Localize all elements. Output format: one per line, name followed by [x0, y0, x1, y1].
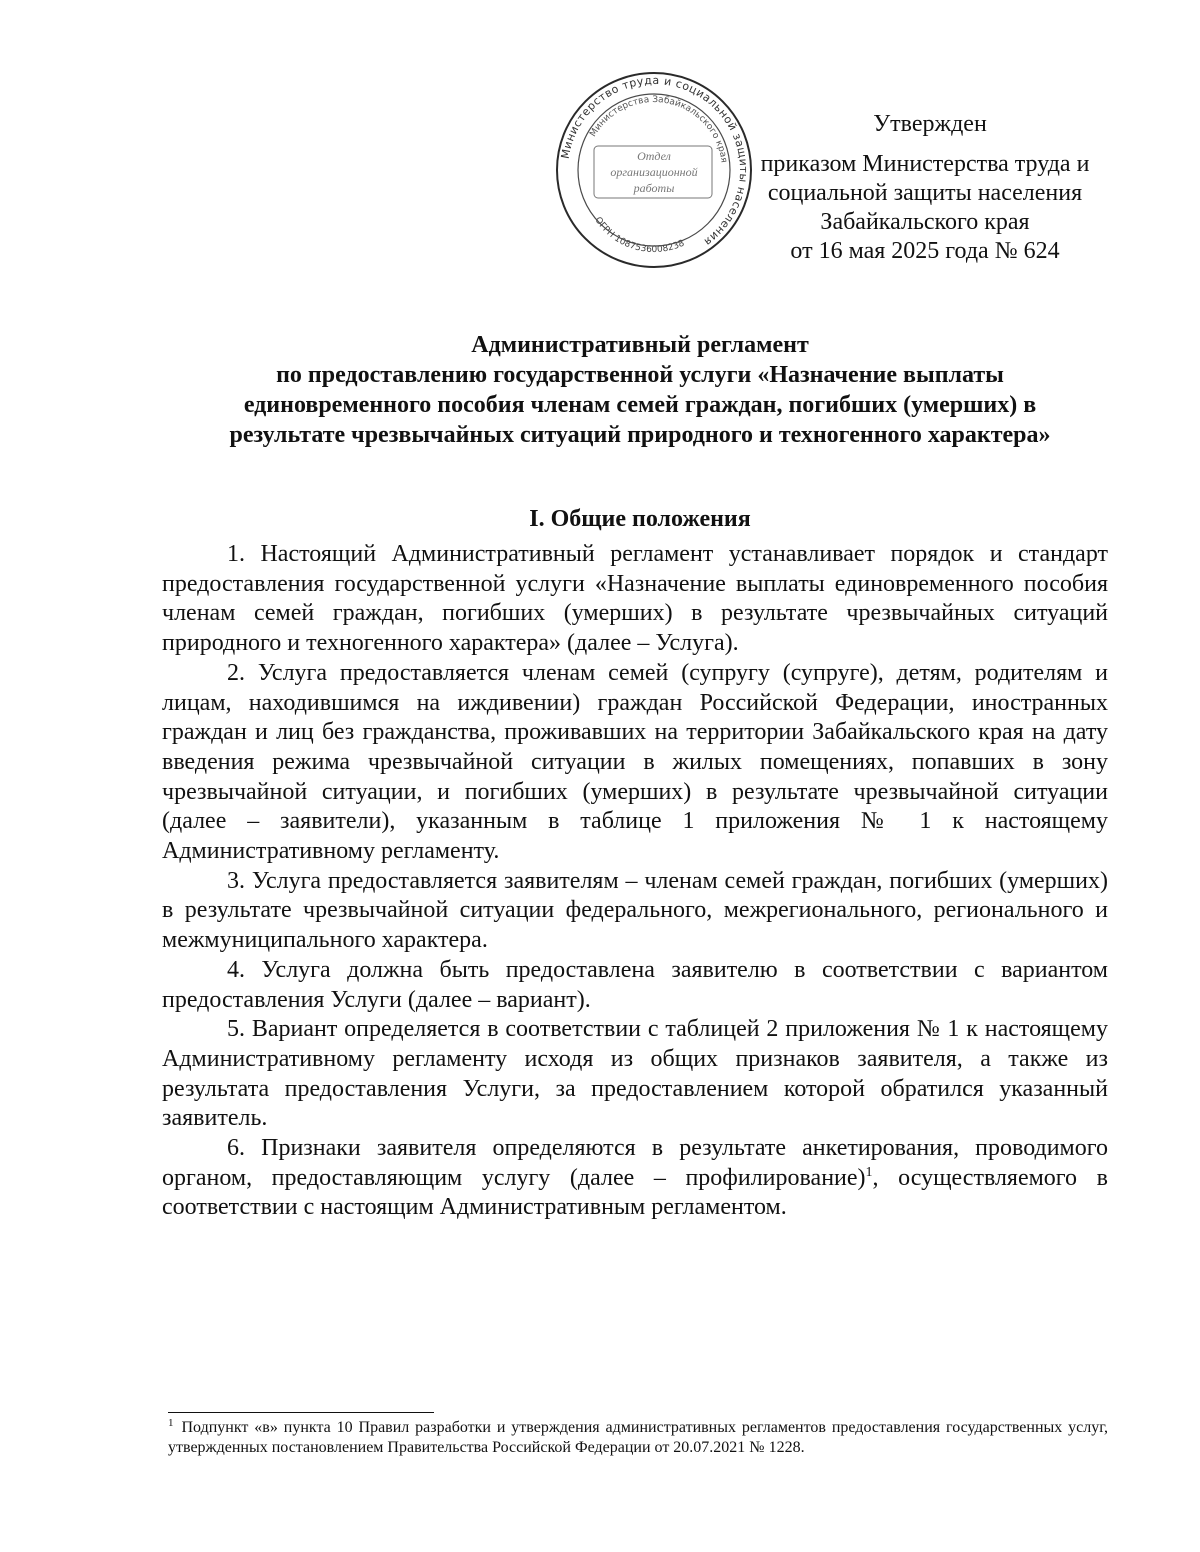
- document-title: [130, 330, 1150, 450]
- footnote-divider: [168, 1412, 434, 1413]
- paragraph-6: [162, 1134, 1108, 1223]
- paragraph-3: 3. Услуга предоставляется заявителям – членам семей граждан, погибших (умерших) в результате чрезвычайной ситуации федерального, межрегионального, регионального и межмуниципального характера.: [162, 867, 1108, 954]
- stamp-center-line3: работы: [633, 181, 675, 195]
- footnote-mark: 1: [168, 1416, 174, 1429]
- stamp-inner-text: Министерства Забайкальского края: [588, 94, 729, 164]
- approval-block: [740, 110, 1110, 266]
- svg-text:ОГРН 1087536008238: [592, 216, 686, 256]
- stamp-outer-text: Министерство труда и социальной защиты населения: [558, 73, 751, 249]
- paragraph-4: 4. Услуга должна быть предоставлена заявителю в соответствии с вариантом предоставления Услуги (далее – вариант).: [162, 956, 1108, 1013]
- stamp-center-line2: организационной: [610, 165, 698, 179]
- paragraph-6-tail: , осуществляемого в соответствии с настоящим Административным регламентом.: [162, 1164, 1108, 1221]
- footnote-reference[interactable]: 1: [865, 1164, 873, 1180]
- approval-order-line-3: Забайкальского края: [820, 209, 1030, 235]
- stamp-ogrn-text: ОГРН 1087536008238: [592, 215, 687, 256]
- title-line-1: Административный регламент: [471, 332, 809, 358]
- body-text: [162, 540, 1108, 1223]
- approval-order-line-4: от 16 мая 2025 года № 624: [790, 238, 1060, 264]
- paragraph-5: 5. Вариант определяется в соответствии с таблицей 2 приложения № 1 к настоящему Административному регламенту исходя из общих признаков заявителя, а также из результата предоставления Услуги, за предоставлением которой обратился указанный заявитель.: [162, 1016, 1108, 1132]
- title-line-2: по предоставлению государственной услуги «Назначение выплаты: [276, 362, 1004, 388]
- title-line-4: результате чрезвычайных ситуаций природного и техногенного характера»: [229, 422, 1051, 448]
- approval-order-line-1: приказом Министерства труда и: [760, 151, 1090, 177]
- paragraph-2: 2. Услуга предоставляется членам семей (супругу (супруге), детям, родителям и лицам, находившимся на иждивении) граждан Российской Федерации, иностранных граждан и лиц без гражданства, проживавших на территории Забайкальского края на дату введения режима чрезвычайной ситуации в жилых помещениях, попавших в зону чрезвычайной ситуации, и погибших (умерших) в результате чрезвычайной ситуации (далее – заявители), указанным в таблице 1 приложения № 1 к настоящему Административному регламенту.: [162, 659, 1108, 865]
- title-line-3: единовременного пособия членам семей граждан, погибших (умерших) в: [243, 392, 1037, 418]
- approved-label: Утвержден: [873, 111, 987, 137]
- paragraph-1: 1. Настоящий Административный регламент устанавливает порядок и стандарт предоставления государственной услуги «Назначение выплаты единовременного пособия членам семей граждан, погибших (умерших) в результате чрезвычайных ситуаций природного и техногенного характера» (далее – Услуга).: [162, 541, 1108, 657]
- footnote-text: Подпункт «в» пункта 10 Правил разработки и утверждения административных регламентов предоставления государственных услуг, утвержденных постановлением Правительства Российской Федерации от 20.07.2021 № 1228.: [168, 1419, 1108, 1456]
- footnote: [168, 1418, 1108, 1458]
- official-stamp: [554, 70, 754, 270]
- approval-order-line-2: социальной защиты населения: [767, 180, 1083, 206]
- paragraph-6-text: 6. Признаки заявителя определяются в результате анкетирования, проводимого органом, предоставляющим услугу (далее – профилирование): [162, 1135, 1108, 1191]
- section-heading: I. Общие положения: [529, 506, 751, 532]
- stamp-center-line1: Отдел: [637, 149, 671, 163]
